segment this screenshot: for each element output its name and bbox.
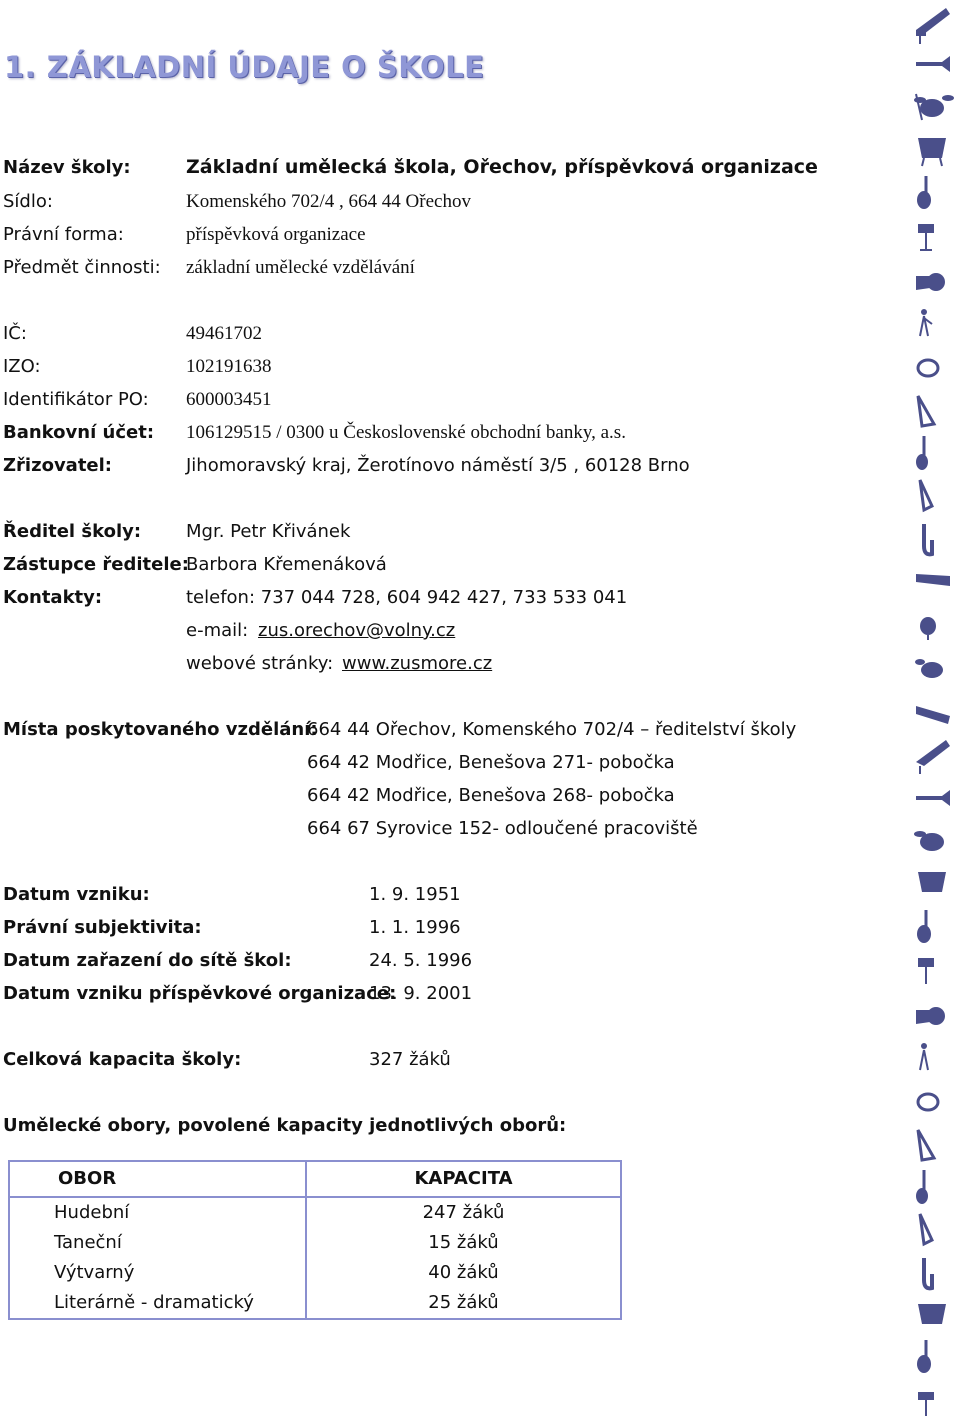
- label-datum-vzniku: Datum vzniku:: [3, 884, 150, 905]
- table-row: [9, 1228, 621, 1258]
- music-stand-icon: [918, 1392, 934, 1416]
- obor-cell: Taneční: [9, 1228, 306, 1258]
- guitar-icon: [917, 1340, 931, 1373]
- guitar-icon: [916, 1170, 928, 1204]
- value-kapacita: 327 žáků: [369, 1049, 451, 1070]
- value-zrizovatel: Jihomoravský kraj, Žerotínovo náměstí 3/5 , 60128 Brno: [186, 455, 690, 476]
- drum-icon: [920, 617, 936, 640]
- place-item: 664 67 Syrovice 152- odloučené pracoviště: [307, 818, 698, 839]
- email-link[interactable]: zus.orechov@volny.cz: [258, 620, 456, 641]
- music-stand-icon: [918, 958, 934, 984]
- label-zastupce: Zástupce ředitele:: [3, 554, 189, 575]
- value-ic: 49461702: [186, 323, 262, 344]
- label-izo: IZO:: [3, 356, 41, 377]
- table-row: [9, 1288, 621, 1319]
- label-sidlo: Sídlo:: [3, 191, 53, 212]
- guitar-icon: [917, 176, 931, 209]
- value-datum-zarazeni: 24. 5. 1996: [369, 950, 473, 971]
- keyboard-icon: [916, 706, 950, 724]
- label-kapacita: Celková kapacita školy:: [3, 1049, 242, 1070]
- col-kapacita-header: KAPACITA: [414, 1168, 513, 1189]
- drums-icon: [915, 659, 943, 678]
- place-item: 664 42 Modřice, Benešova 268- pobočka: [307, 785, 675, 806]
- obory-heading: Umělecké obory, povolené kapacity jednotlivých oborů:: [3, 1115, 567, 1136]
- place-item: 664 42 Modřice, Benešova 271- pobočka: [307, 752, 675, 773]
- obor-cell: Literárně - dramatický: [9, 1288, 306, 1319]
- drums-icon: [914, 94, 954, 120]
- harp-icon: [918, 1130, 934, 1160]
- value-identifikator: 600003451: [186, 389, 272, 410]
- value-predmet: základní umělecké vzdělávání: [186, 257, 415, 278]
- harp-icon: [920, 480, 932, 510]
- obory-table: [8, 1160, 622, 1320]
- label-pravni-forma: Právní forma:: [3, 224, 124, 245]
- obor-cell: Hudební: [9, 1197, 306, 1228]
- saxophone-icon: [924, 1258, 932, 1288]
- instrument-strip: [902, 0, 960, 1420]
- label-bankovni-ucet: Bankovní účet:: [3, 422, 155, 443]
- page-title: 1. ZÁKLADNÍ ÚDAJE O ŠKOLE: [4, 50, 485, 84]
- harp-icon: [918, 396, 934, 426]
- timpani-icon: [918, 872, 946, 892]
- value-sidlo: Komenského 702/4 , 664 44 Ořechov: [186, 191, 471, 212]
- value-zastupce: Barbora Křemenáková: [186, 554, 387, 575]
- web-link[interactable]: www.zusmore.cz: [342, 653, 493, 674]
- music-stand-icon: [918, 224, 934, 250]
- label-datum-po: Datum vzniku příspěvkové organizace:: [3, 983, 397, 1004]
- kapacita-cell: 15 žáků: [428, 1232, 499, 1253]
- value-bankovni-ucet: 106129515 / 0300 u Československé obchodní banky, a.s.: [186, 422, 626, 443]
- guitar-icon: [916, 436, 928, 470]
- label-mista: Místa poskytovaného vzdělání:: [3, 719, 318, 740]
- tuba-icon: [916, 1007, 945, 1025]
- web-label: webové stránky:: [186, 653, 334, 674]
- label-zrizovatel: Zřizovatel:: [3, 455, 113, 476]
- kapacita-cell: 25 žáků: [428, 1292, 499, 1313]
- saxophone-icon: [924, 524, 932, 554]
- label-pravni-subjektivita: Právní subjektivita:: [3, 917, 202, 938]
- piano-icon: [916, 8, 950, 44]
- value-pravni-forma: příspěvková organizace: [186, 224, 366, 245]
- col-obor-header: OBOR: [9, 1161, 306, 1197]
- table-row: [9, 1258, 621, 1288]
- singer-icon: [920, 309, 932, 336]
- label-kontakty: Kontakty:: [3, 587, 103, 608]
- tambourine-icon: [918, 1094, 938, 1110]
- drums-icon: [914, 831, 944, 851]
- value-izo: 102191638: [186, 356, 272, 377]
- value-pravni-subjektivita: 1. 1. 1996: [369, 917, 461, 938]
- timpani-icon: [918, 1304, 946, 1324]
- place-item: 664 44 Ořechov, Komenského 702/4 – ředitelství školy: [307, 719, 797, 740]
- table-header-row: [9, 1161, 621, 1197]
- harp-icon: [920, 1214, 932, 1244]
- label-identifikator: Identifikátor PO:: [3, 389, 149, 410]
- value-datum-po: 13. 9. 2001: [369, 983, 473, 1004]
- label-datum-zarazeni: Datum zařazení do sítě škol:: [3, 950, 292, 971]
- value-telefon: telefon: 737 044 728, 604 942 427, 733 533 041: [186, 587, 628, 608]
- tambourine-icon: [918, 360, 938, 376]
- tuba-icon: [916, 273, 945, 291]
- label-reditel: Ředitel školy:: [3, 521, 142, 542]
- timpani-icon: [918, 138, 946, 166]
- value-nazev: Základní umělecká škola, Ořechov, příspěvková organizace: [186, 156, 818, 178]
- kapacita-cell: 40 žáků: [428, 1262, 499, 1283]
- kapacita-cell: 247 žáků: [422, 1202, 505, 1223]
- value-reditel: Mgr. Petr Křivánek: [186, 521, 351, 542]
- singer-icon: [920, 1043, 928, 1070]
- xylophone-icon: [916, 574, 950, 586]
- trumpet-icon: [916, 790, 950, 806]
- label-nazev: Název školy:: [3, 157, 131, 178]
- trumpet-icon: [916, 56, 950, 72]
- email-label: e-mail:: [186, 620, 249, 641]
- piano-icon: [916, 740, 950, 774]
- value-datum-vzniku: 1. 9. 1951: [369, 884, 461, 905]
- label-ic: IČ:: [3, 323, 27, 344]
- table-row: [9, 1197, 621, 1228]
- guitar-icon: [917, 910, 931, 943]
- obor-cell: Výtvarný: [9, 1258, 306, 1288]
- label-predmet: Předmět činnosti:: [3, 257, 161, 278]
